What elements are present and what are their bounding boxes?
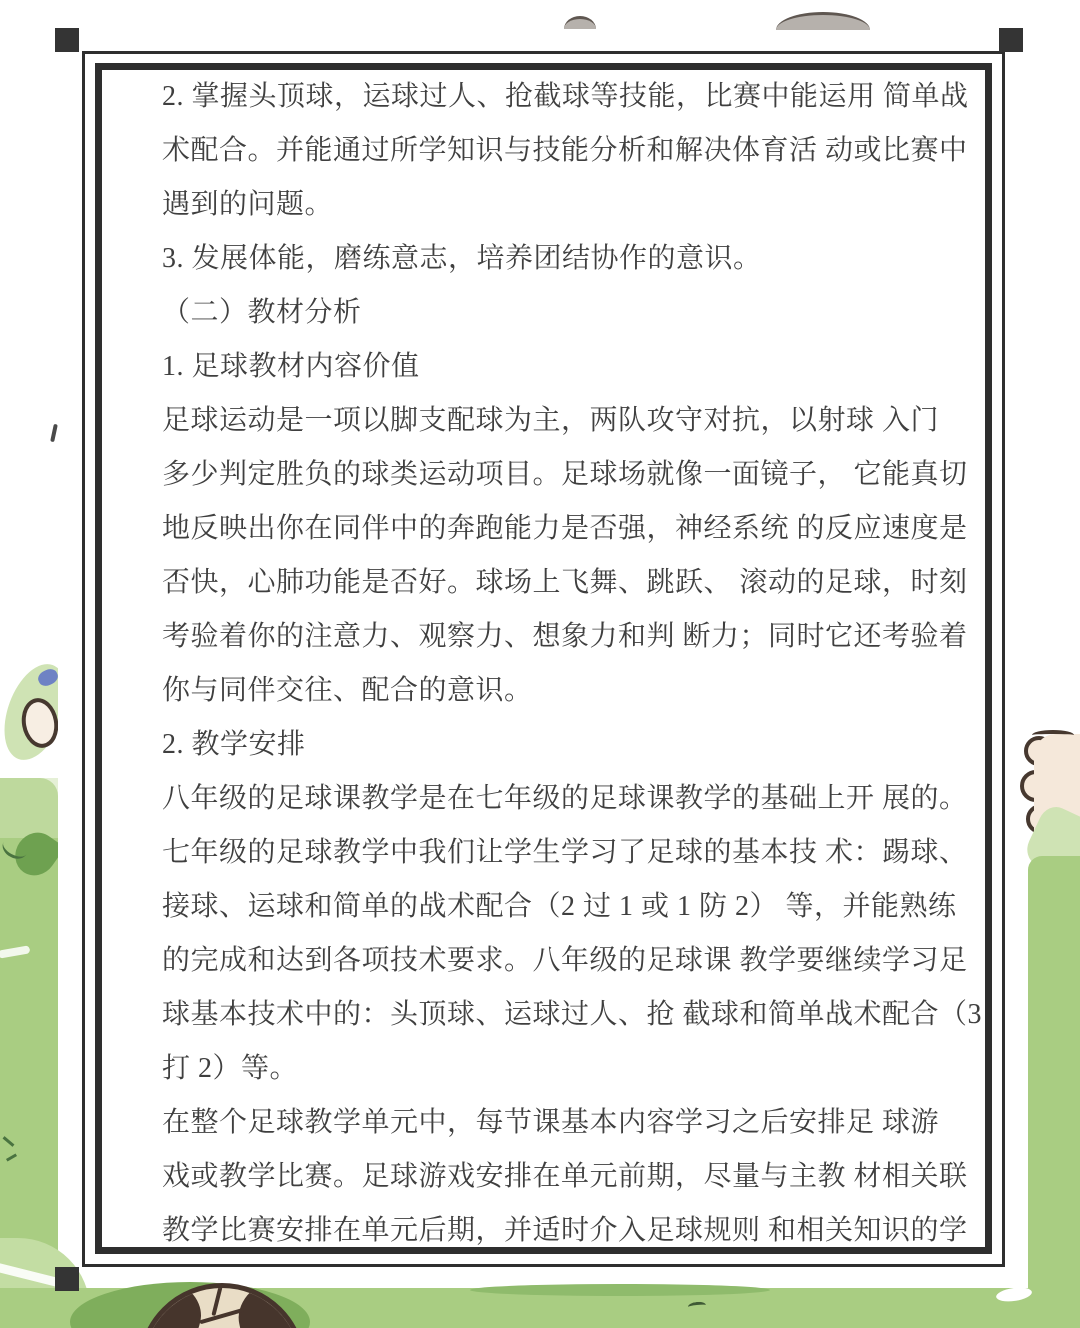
text-line: （二）教材分析 [162, 297, 362, 328]
text-line: 在整个足球教学单元中，每节课基本内容学习之后安排足 球游 [162, 1107, 940, 1138]
text-line: 八年级的足球课教学是在七年级的足球课教学的基础上开 展的。 [162, 783, 968, 814]
text-line: 考验着你的注意力、观察力、想象力和判 断力；同时它还考验着 [162, 621, 968, 652]
text-line: 2. 掌握头顶球，运球过人、抢截球等技能，比赛中能运用 简单战 [162, 81, 969, 112]
text-line: 术配合。并能通过所学知识与技能分析和解决体育活 动或比赛中 [162, 135, 968, 166]
cartoon-head-arc-icon [564, 16, 596, 29]
ball-patch [232, 1283, 306, 1328]
document-text [162, 70, 983, 1258]
text-line: 地反映出你在同伴中的奔跑能力是否强，神经系统 的反应速度是 [162, 513, 968, 544]
grass-shade-band [470, 1284, 770, 1296]
text-line: 多少判定胜负的球类运动项目。足球场就像一面镜子， 它能真切 [162, 459, 968, 490]
grass-field [0, 1280, 1080, 1328]
text-line: 接球、运球和简单的战术配合（2 过 1 或 1 防 2） 等，并能熟练 [162, 891, 957, 922]
corner-square-bottom-left [55, 1267, 79, 1291]
text-line: 2. 教学安排 [162, 729, 306, 760]
text-line: 打 2）等。 [162, 1053, 299, 1084]
ball-seam [211, 1286, 222, 1316]
ink-mark [50, 424, 58, 442]
text-line: 的完成和达到各项技术要求。八年级的足球课 教学要继续学习足 [162, 945, 968, 976]
text-line: 教学比赛安排在单元后期，并适时介入足球规则 和相关知识的学 [162, 1215, 968, 1246]
corner-square-top-right [999, 28, 1023, 52]
text-line: 1. 足球教材内容价值 [162, 351, 420, 382]
text-line: 3. 发展体能，磨练意志，培养团结协作的意识。 [162, 243, 762, 274]
cartoon-head-arc-icon [776, 12, 870, 30]
corner-square-top-left [55, 28, 79, 52]
text-line: 你与同伴交往、配合的意识。 [162, 675, 533, 706]
left-margin-illustration [0, 640, 58, 1328]
cartoon-hair-outline [1032, 730, 1074, 740]
ball-patch [138, 1283, 208, 1328]
right-margin-illustration [1020, 730, 1080, 1328]
text-line: 七年级的足球教学中我们让学生学习了足球的基本技 术：踢球、 [162, 837, 968, 868]
grass-highlight [0, 778, 58, 838]
text-line: 否快，心肺功能是否好。球场上飞舞、跳跃、 滚动的足球，时刻 [162, 567, 968, 598]
text-line: 遇到的问题。 [162, 189, 334, 220]
text-line: 足球运动是一项以脚支配球为主，两队攻守对抗，以射球 入门 [162, 405, 940, 436]
text-line: 球基本技术中的：头顶球、运球过人、抢 截球和简单战术配合（3 [162, 999, 983, 1030]
grass-strip [1028, 856, 1080, 1328]
text-line: 戏或教学比赛。足球游戏安排在单元前期，尽量与主教 材相关联 [162, 1161, 968, 1192]
soccer-ball-icon [138, 1283, 306, 1328]
